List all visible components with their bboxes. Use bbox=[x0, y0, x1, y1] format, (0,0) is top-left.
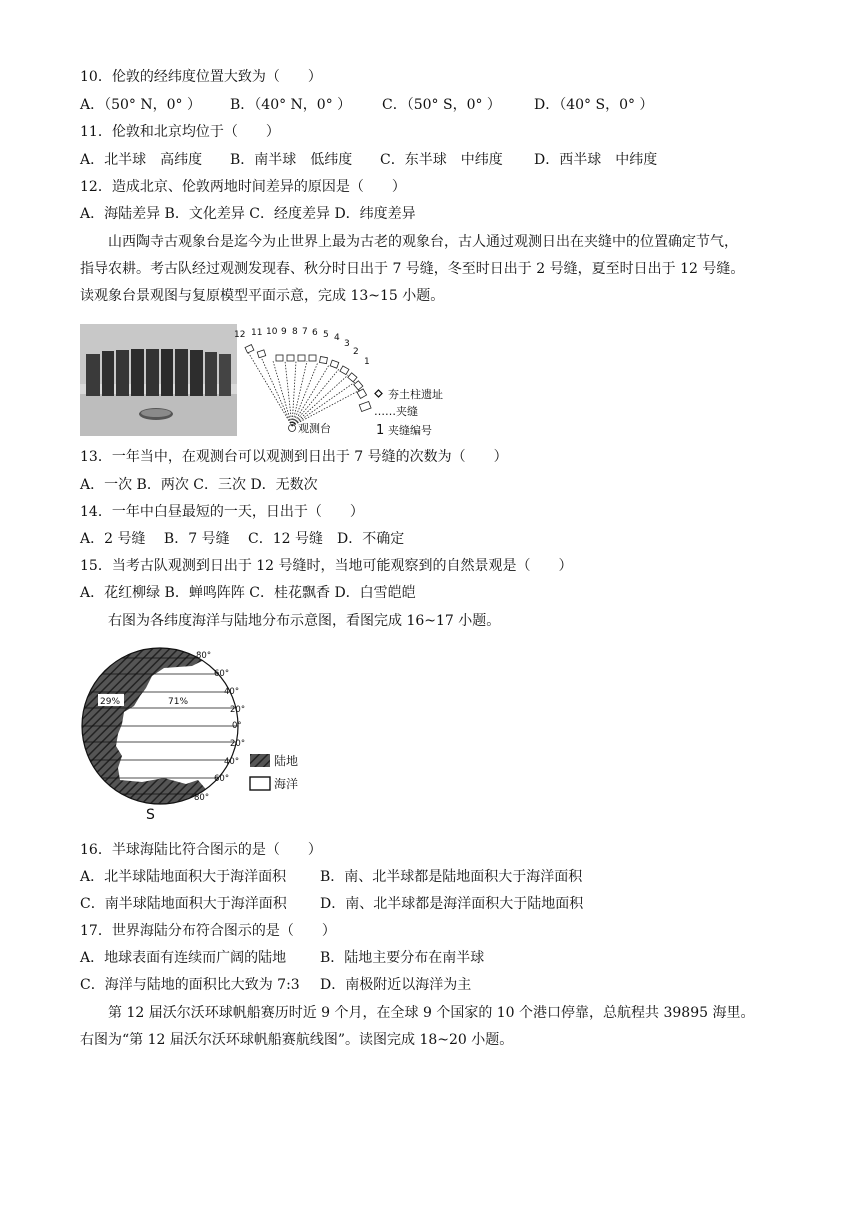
passage1-line1: 山西陶寺古观象台是迄今为止世界上最为古老的观象台，古人通过观测日出在夹缝中的位置确定节气， bbox=[108, 234, 738, 250]
q17-options-row1 bbox=[80, 948, 484, 968]
q16-option-b: B．南、北半球都是陆地面积大于海洋面积 bbox=[320, 869, 583, 885]
q17-options-row2 bbox=[80, 975, 471, 995]
lat-label-80s: 80° bbox=[194, 793, 210, 803]
q11-option-b: B．南半球 低纬度 bbox=[230, 152, 353, 168]
slit-number-12: 12 bbox=[234, 330, 246, 340]
lat-label-60s: 60° bbox=[214, 774, 230, 784]
plan-legend bbox=[374, 387, 443, 438]
lat-label-20s: 20° bbox=[230, 739, 246, 749]
lat-label-80n: 80° bbox=[196, 651, 212, 661]
lat-label-40n: 40° bbox=[224, 687, 240, 697]
q10-option-a: A．（50° N，0° ） bbox=[80, 97, 201, 113]
legend-gap: ……夹缝 bbox=[374, 405, 418, 418]
q16-options-row2 bbox=[80, 894, 583, 914]
q11-options bbox=[80, 150, 657, 170]
legend-number: 夹缝编号 bbox=[388, 424, 432, 437]
q11-stem: 11．伦敦和北京均位于（ ） bbox=[80, 124, 280, 140]
observatory-label: 观测台 bbox=[298, 422, 331, 435]
q17-option-b: B．陆地主要分布在南半球 bbox=[320, 950, 485, 966]
land-pct: 29% bbox=[100, 697, 121, 707]
passage2: 右图为各纬度海洋与陆地分布示意图，看图完成 16~17 小题。 bbox=[108, 613, 501, 629]
slit-number-9: 9 bbox=[281, 327, 287, 337]
q15-options: A．花红柳绿 B．蝉鸣阵阵 C．桂花飘香 D．白雪皑皑 bbox=[80, 585, 416, 601]
passage1-line2: 指导农耕。考古队经过观测发现春、秋分时日出于 7 号缝，冬至时日出于 2 号缝，夏至时日出于 12 号缝。 bbox=[80, 261, 745, 277]
q12-stem: 12．造成北京、伦敦两地时间差异的原因是（ ） bbox=[80, 179, 406, 195]
q11-option-d: D．西半球 中纬度 bbox=[534, 152, 658, 168]
q13-stem: 13．一年当中，在观测台可以观测到日出于 7 号缝的次数为（ ） bbox=[80, 449, 508, 465]
land-ocean-figure bbox=[80, 644, 320, 822]
q11-option-c: C．东半球 中纬度 bbox=[380, 152, 503, 168]
slit-number-8: 8 bbox=[292, 327, 298, 337]
pillar-legend-icon bbox=[375, 390, 382, 397]
q16-option-a: A．北半球陆地面积大于海洋面积 bbox=[80, 869, 287, 885]
q16-stem: 16．半球海陆比符合图示的是（ ） bbox=[80, 842, 322, 858]
q17-option-c: C．海洋与陆地的面积比大致为 7:3 bbox=[80, 977, 300, 993]
q17-option-a: A．地球表面有连续而广阔的陆地 bbox=[80, 950, 287, 966]
q15-stem: 15．当考古队观测到日出于 12 号缝时，当地可能观察到的自然景观是（ ） bbox=[80, 558, 573, 574]
ocean-pct: 71% bbox=[168, 697, 189, 707]
observatory-plan bbox=[245, 345, 371, 432]
q10-stem: 10．伦敦的经纬度位置大致为（ ） bbox=[80, 69, 322, 85]
legend-land: 陆地 bbox=[274, 754, 299, 768]
passage3-line1: 第 12 届沃尔沃环球帆船赛历时近 9 个月，在全球 9 个国家的 10 个港口停靠，总航程共 39895 海里。 bbox=[108, 1005, 755, 1021]
lat-label-20n: 20° bbox=[230, 705, 246, 715]
q12-options: A．海陆差异 B．文化差异 C．经度差异 D．纬度差异 bbox=[80, 206, 416, 222]
passage3-line2: 右图为“第 12 届沃尔沃环球帆船赛航线图”。读图完成 18~20 小题。 bbox=[80, 1032, 514, 1048]
q14-options: A．2 号缝 B．7 号缝 C．12 号缝 D．不确定 bbox=[80, 531, 405, 547]
passage1-line3: 读观象台景观图与复原模型平面示意，完成 13~15 小题。 bbox=[80, 288, 445, 304]
observatory-photo-and-plan bbox=[80, 324, 480, 442]
observatory-figure bbox=[80, 324, 480, 442]
slit-number-4: 4 bbox=[334, 333, 340, 343]
slit-number-1: 1 bbox=[364, 357, 370, 367]
land-legend-swatch bbox=[250, 754, 270, 767]
q10-option-d: D．（40° S，0° ） bbox=[534, 97, 654, 113]
q17-option-d: D．南极附近以海洋为主 bbox=[320, 977, 472, 993]
land-ocean-legend bbox=[250, 753, 298, 791]
slit-number-3: 3 bbox=[344, 339, 350, 349]
q17-stem: 17．世界海陆分布符合图示的是（ ） bbox=[80, 923, 336, 939]
q16-option-c: C．南半球陆地面积大于海洋面积 bbox=[80, 896, 287, 912]
slit-number-10: 10 bbox=[266, 327, 278, 337]
lat-label-60n: 60° bbox=[214, 669, 230, 679]
lat-label-40s: 40° bbox=[224, 757, 240, 767]
q16-options-row1 bbox=[80, 867, 582, 887]
slit-number-5: 5 bbox=[323, 330, 329, 340]
lat-label-0: 0° bbox=[232, 721, 242, 731]
legend-pillar: 夯土柱遗址 bbox=[388, 388, 443, 401]
q10-option-b: B．（40° N，0° ） bbox=[230, 97, 352, 113]
land-ocean-diagram bbox=[80, 644, 320, 822]
q10-options bbox=[80, 95, 653, 115]
q16-option-d: D．南、北半球都是海洋面积大于陆地面积 bbox=[320, 896, 584, 912]
slit-number-7: 7 bbox=[302, 327, 308, 337]
q10-option-c: C．（50° S，0° ） bbox=[382, 97, 501, 113]
legend-number-symbol: 1 bbox=[376, 423, 385, 438]
south-pole-label: S bbox=[146, 807, 155, 822]
slit-number-2: 2 bbox=[353, 347, 359, 357]
legend-ocean: 海洋 bbox=[274, 777, 299, 791]
slit-number-11: 11 bbox=[251, 328, 263, 338]
slit-number-6: 6 bbox=[312, 328, 318, 338]
q14-stem: 14．一年中白昼最短的一天，日出于（ ） bbox=[80, 504, 364, 520]
ocean-legend-swatch bbox=[250, 777, 270, 790]
observatory-photo bbox=[80, 324, 237, 436]
q11-option-a: A．北半球 高纬度 bbox=[80, 152, 203, 168]
q13-options: A．一次 B．两次 C．三次 D．无数次 bbox=[80, 477, 318, 493]
